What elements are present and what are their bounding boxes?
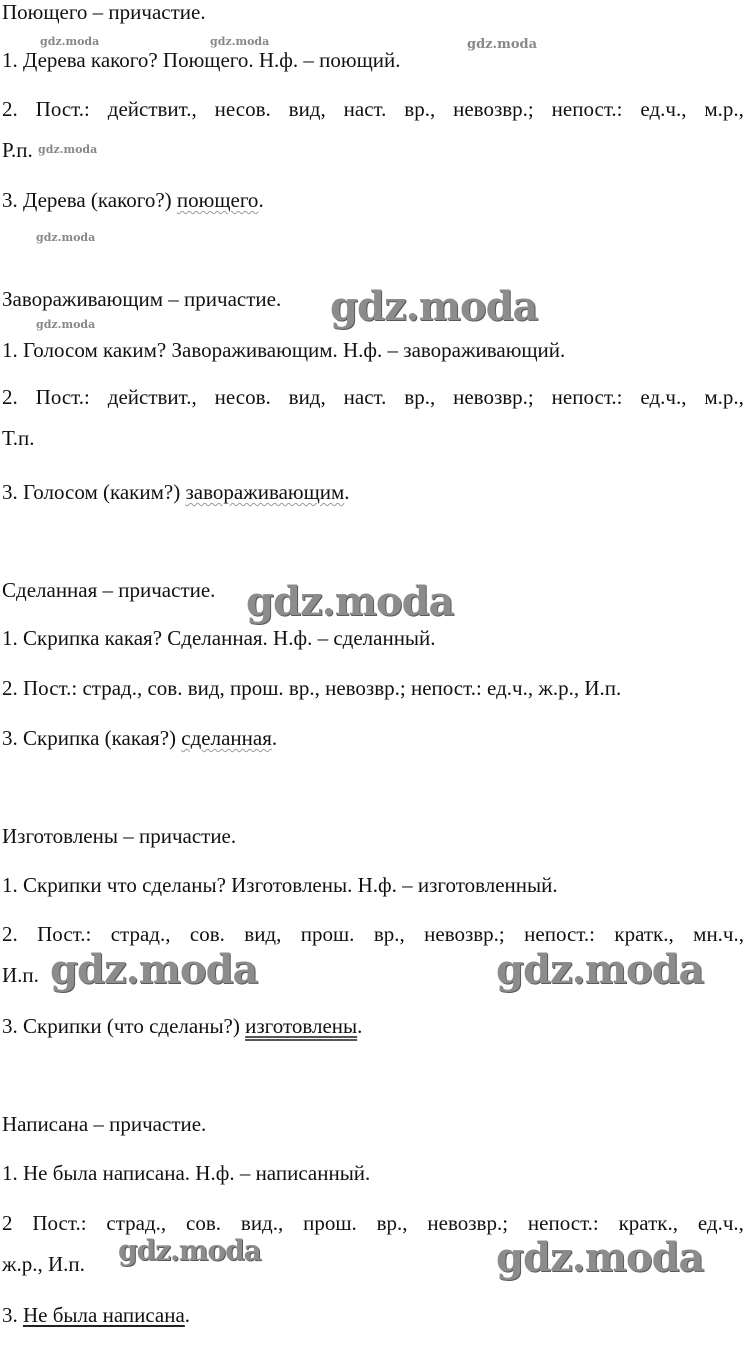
section-5-line-2-tail: ж.р., И.п. <box>2 1252 85 1276</box>
word: несов. <box>214 97 271 121</box>
section-3-line-3-prefix: 3. Скрипка (какая?) <box>2 726 182 750</box>
watermark-large: gdz.moda <box>246 578 454 625</box>
section-5-line-3 <box>2 1303 190 1327</box>
word: вид, <box>244 922 282 946</box>
word: невозвр.; <box>453 97 534 121</box>
section-4-line-2-tail: И.п. <box>2 963 39 987</box>
word: Пост.: <box>37 922 92 946</box>
word: вид, <box>288 97 326 121</box>
word: вид, <box>288 385 326 409</box>
watermark-large: gdz.moda <box>118 1234 261 1267</box>
word: 2. <box>2 97 18 121</box>
section-2-heading: Завораживающим – причастие. <box>2 287 282 311</box>
watermark-small: gdz.moda <box>467 37 538 52</box>
watermark-small: gdz.moda <box>36 231 96 244</box>
section-2-line-2-tail: Т.п. <box>2 426 35 450</box>
word: вр., <box>404 385 436 409</box>
word: Пост.: <box>35 97 90 121</box>
word: вид., <box>240 1211 284 1235</box>
word: непост.: <box>524 922 595 946</box>
word: мн.ч., <box>693 922 744 946</box>
word: сов. <box>186 1211 222 1235</box>
section-4-line-3 <box>2 1014 362 1038</box>
word: невозвр.; <box>427 1211 509 1235</box>
word: кратк., <box>614 922 674 946</box>
section-4-line-2-words <box>2 922 744 946</box>
word: наст. <box>343 385 387 409</box>
word: вр., <box>373 922 405 946</box>
word: прош. <box>303 1211 357 1235</box>
word: м.р., <box>704 385 744 409</box>
word: кратк., <box>618 1211 678 1235</box>
watermark-small: gdz.moda <box>36 318 96 331</box>
section-3-line-3 <box>2 726 277 750</box>
section-4-line-3-suffix: . <box>357 1014 363 1038</box>
section-3-line-2: 2. Пост.: страд., сов. вид, прош. вр., невозвр.; непост.: ед.ч., ж.р., И.п. <box>2 676 622 700</box>
section-4-line-3-prefix: 3. Скрипки (что сделаны?) <box>2 1014 246 1038</box>
word: 2. <box>2 385 18 409</box>
watermark-large: gdz.moda <box>330 283 538 330</box>
section-2-line-3-prefix: 3. Голосом (каким?) <box>2 480 186 504</box>
section-1-line-2 <box>2 97 744 162</box>
section-2-line-2-words <box>2 385 744 409</box>
watermark-large: gdz.moda <box>496 1234 704 1281</box>
word: ед.ч., <box>697 1211 744 1235</box>
word: непост.: <box>551 385 623 409</box>
section-5-predicate: Не была написана <box>23 1303 185 1327</box>
section-2-line-2 <box>2 385 744 450</box>
word: действит., <box>107 385 197 409</box>
section-2-participle: завораживающим <box>185 480 345 504</box>
word: непост.: <box>551 97 623 121</box>
section-5-line-1: 1. Не была написана. Н.ф. – написанный. <box>2 1161 371 1185</box>
word: 2 <box>2 1211 13 1235</box>
word: вр., <box>404 97 436 121</box>
watermark-large: gdz.moda <box>50 946 258 993</box>
section-1-line-2-tail: Р.п. <box>2 138 33 162</box>
word: наст. <box>343 97 387 121</box>
section-4-heading: Изготовлены – причастие. <box>2 824 237 848</box>
section-1-line-3-prefix: 3. Дерева (какого?) <box>2 188 177 212</box>
section-1-participle: поющего <box>176 188 259 212</box>
word: м.р., <box>704 97 744 121</box>
section-3-participle: сделанная <box>181 726 272 750</box>
word: действит., <box>107 97 197 121</box>
section-5-line-3-suffix: . <box>184 1303 191 1327</box>
word: прош. <box>300 922 355 946</box>
word: невозвр.; <box>453 385 534 409</box>
section-3-heading: Сделанная – причастие. <box>2 578 216 602</box>
word: страд., <box>110 922 171 946</box>
word: Пост.: <box>32 1211 87 1235</box>
section-1-line-3 <box>2 188 264 212</box>
word: сов. <box>189 922 225 946</box>
section-5-heading: Написана – причастие. <box>2 1112 207 1136</box>
section-5-line-3-prefix: 3. <box>2 1303 23 1327</box>
word: невозвр.; <box>424 922 505 946</box>
section-1-line-1: 1. Дерева какого? Поющего. Н.ф. – поющий. <box>2 48 401 72</box>
word: ед.ч., <box>640 97 687 121</box>
section-3-line-3-suffix: . <box>271 726 278 750</box>
watermark-small: gdz.moda <box>40 35 100 48</box>
section-3-line-1: 1. Скрипка какая? Сделанная. Н.ф. – сделанный. <box>2 626 436 650</box>
watermark-small: gdz.moda <box>38 143 98 156</box>
section-1-heading: Поющего – причастие. <box>2 0 206 24</box>
section-1-line-3-suffix: . <box>258 188 264 212</box>
word: вр., <box>376 1211 408 1235</box>
watermark-small: gdz.moda <box>210 35 270 48</box>
word: ед.ч., <box>640 385 687 409</box>
section-4-line-1: 1. Скрипки что сделаны? Изготовлены. Н.ф. – изготовленный. <box>2 873 558 897</box>
watermark-large: gdz.moda <box>496 946 704 993</box>
section-4-participle: изготовлены <box>245 1014 358 1038</box>
word: несов. <box>214 385 271 409</box>
section-2-line-1: 1. Голосом каким? Завораживающим. Н.ф. – завораживающий. <box>2 338 566 362</box>
section-2-line-3 <box>2 480 350 504</box>
word: 2. <box>2 922 18 946</box>
word: страд., <box>106 1211 167 1235</box>
section-2-line-3-suffix: . <box>344 480 350 504</box>
section-5-line-2-words <box>2 1211 744 1235</box>
word: Пост.: <box>35 385 90 409</box>
section-1-line-2-words <box>2 97 744 121</box>
word: непост.: <box>527 1211 599 1235</box>
